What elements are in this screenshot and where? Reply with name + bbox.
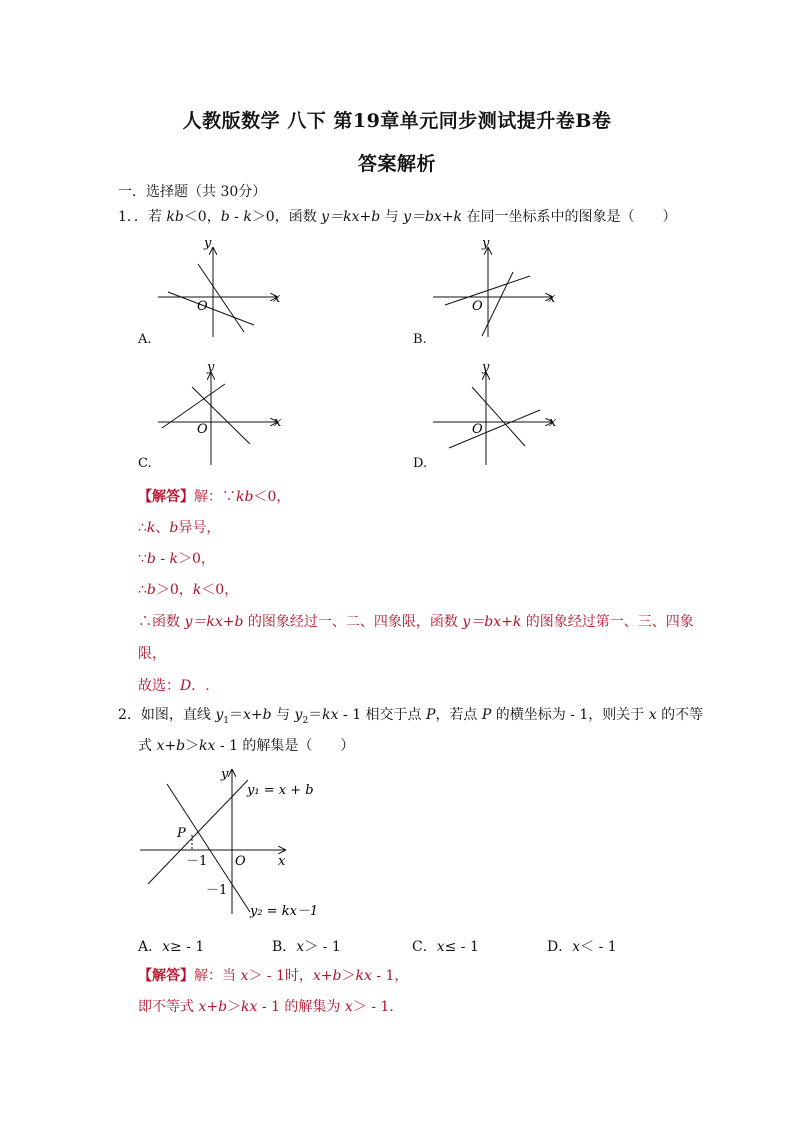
y-label: y: [204, 236, 212, 251]
neg1-y-label: －1: [206, 883, 228, 898]
q1-stem: 1．．若 kb＜0，b - k＞0，函数 y＝kx+b 与 y＝bx+k 在同一坐标系中的图象是（ ）: [118, 209, 677, 225]
q1-option-c-label: C.: [138, 456, 152, 471]
q1-graph-a: [150, 232, 290, 342]
q2-stem-line-2: 式 x+b＞kx - 1 的解集是（ ）: [138, 738, 355, 754]
line-1: [198, 264, 244, 332]
x-label: x: [549, 415, 557, 430]
section-heading: 一．选择题（共 30分）: [118, 184, 267, 200]
y-label: y: [207, 360, 215, 375]
q1-graph-b: [425, 232, 565, 342]
q2-answer-line-2: 即不等式 x+b＞kx - 1 的解集为 x＞ - 1．: [138, 999, 404, 1015]
q1-answer-line-4: ∴b＞0，k＜0，: [138, 582, 239, 598]
q2-choice-d: D．x＜ - 1: [547, 939, 617, 955]
q1-answer-line-2: ∴k、b异号，: [138, 520, 221, 536]
line-1: [162, 384, 225, 428]
x-label: x: [278, 854, 286, 869]
q1-option-d-label: D.: [413, 456, 428, 471]
origin-label: O: [472, 299, 483, 314]
line-2: [449, 410, 540, 448]
x-label: x: [274, 415, 282, 430]
q1-answer-line-3: ∵b - k＞0，: [138, 551, 215, 567]
origin-label: O: [472, 422, 483, 437]
y2-label: y₂ = kx－1: [250, 904, 319, 919]
q1-graph-d: [425, 358, 565, 468]
document-title: 人教版数学 八下 第19章单元同步测试提升卷B卷: [182, 110, 612, 132]
q1-answer-line-6: 限，: [138, 646, 166, 662]
q1-option-a-label: A.: [138, 332, 152, 347]
q1-option-b-label: B.: [413, 332, 427, 347]
origin-label: O: [197, 422, 208, 437]
q1-answer-line-1: 【解答】解：∵kb＜0，: [138, 489, 291, 505]
x-label: x: [548, 291, 556, 306]
q2-choice-c: C．x≤ - 1: [412, 939, 479, 955]
q1-answer-line-5: ∴函数 y＝kx+b 的图象经过一、二、四象限，函数 y＝bx+k 的图象经过第一、三、四象: [138, 614, 694, 630]
y-label: y: [221, 767, 229, 782]
line-1: [472, 387, 525, 446]
line-1: [482, 272, 513, 336]
neg1-x-label: －1: [186, 854, 208, 869]
origin-label: O: [235, 854, 246, 869]
y1-label: y₁ = x + b: [247, 783, 314, 798]
y-label: y: [482, 360, 490, 375]
q2-stem-line-1: 2．如图，直线 $y_1=x+b$ 与 $y_2=kx - 1$ 相交于点 P，若点 P 的横坐标为 - 1，则关于 x 的不等: [118, 707, 704, 726]
point-p-label: P: [177, 826, 186, 841]
y-label: y: [482, 236, 490, 251]
q1-graph-c: [150, 358, 290, 468]
x-label: x: [273, 291, 281, 306]
q2-answer-line-1: 【解答】解：当 x＞ - 1时，x+b＞kx - 1，: [138, 968, 409, 984]
q2-choice-b: B．x＞ - 1: [272, 939, 341, 955]
q1-answer-line-7: 故选：D．.: [138, 678, 210, 694]
q2-choice-a: A．x≥ - 1: [138, 939, 205, 955]
q2-graph: [135, 762, 335, 924]
origin-label: O: [197, 299, 208, 314]
document-subtitle: 答案解析: [357, 153, 436, 175]
